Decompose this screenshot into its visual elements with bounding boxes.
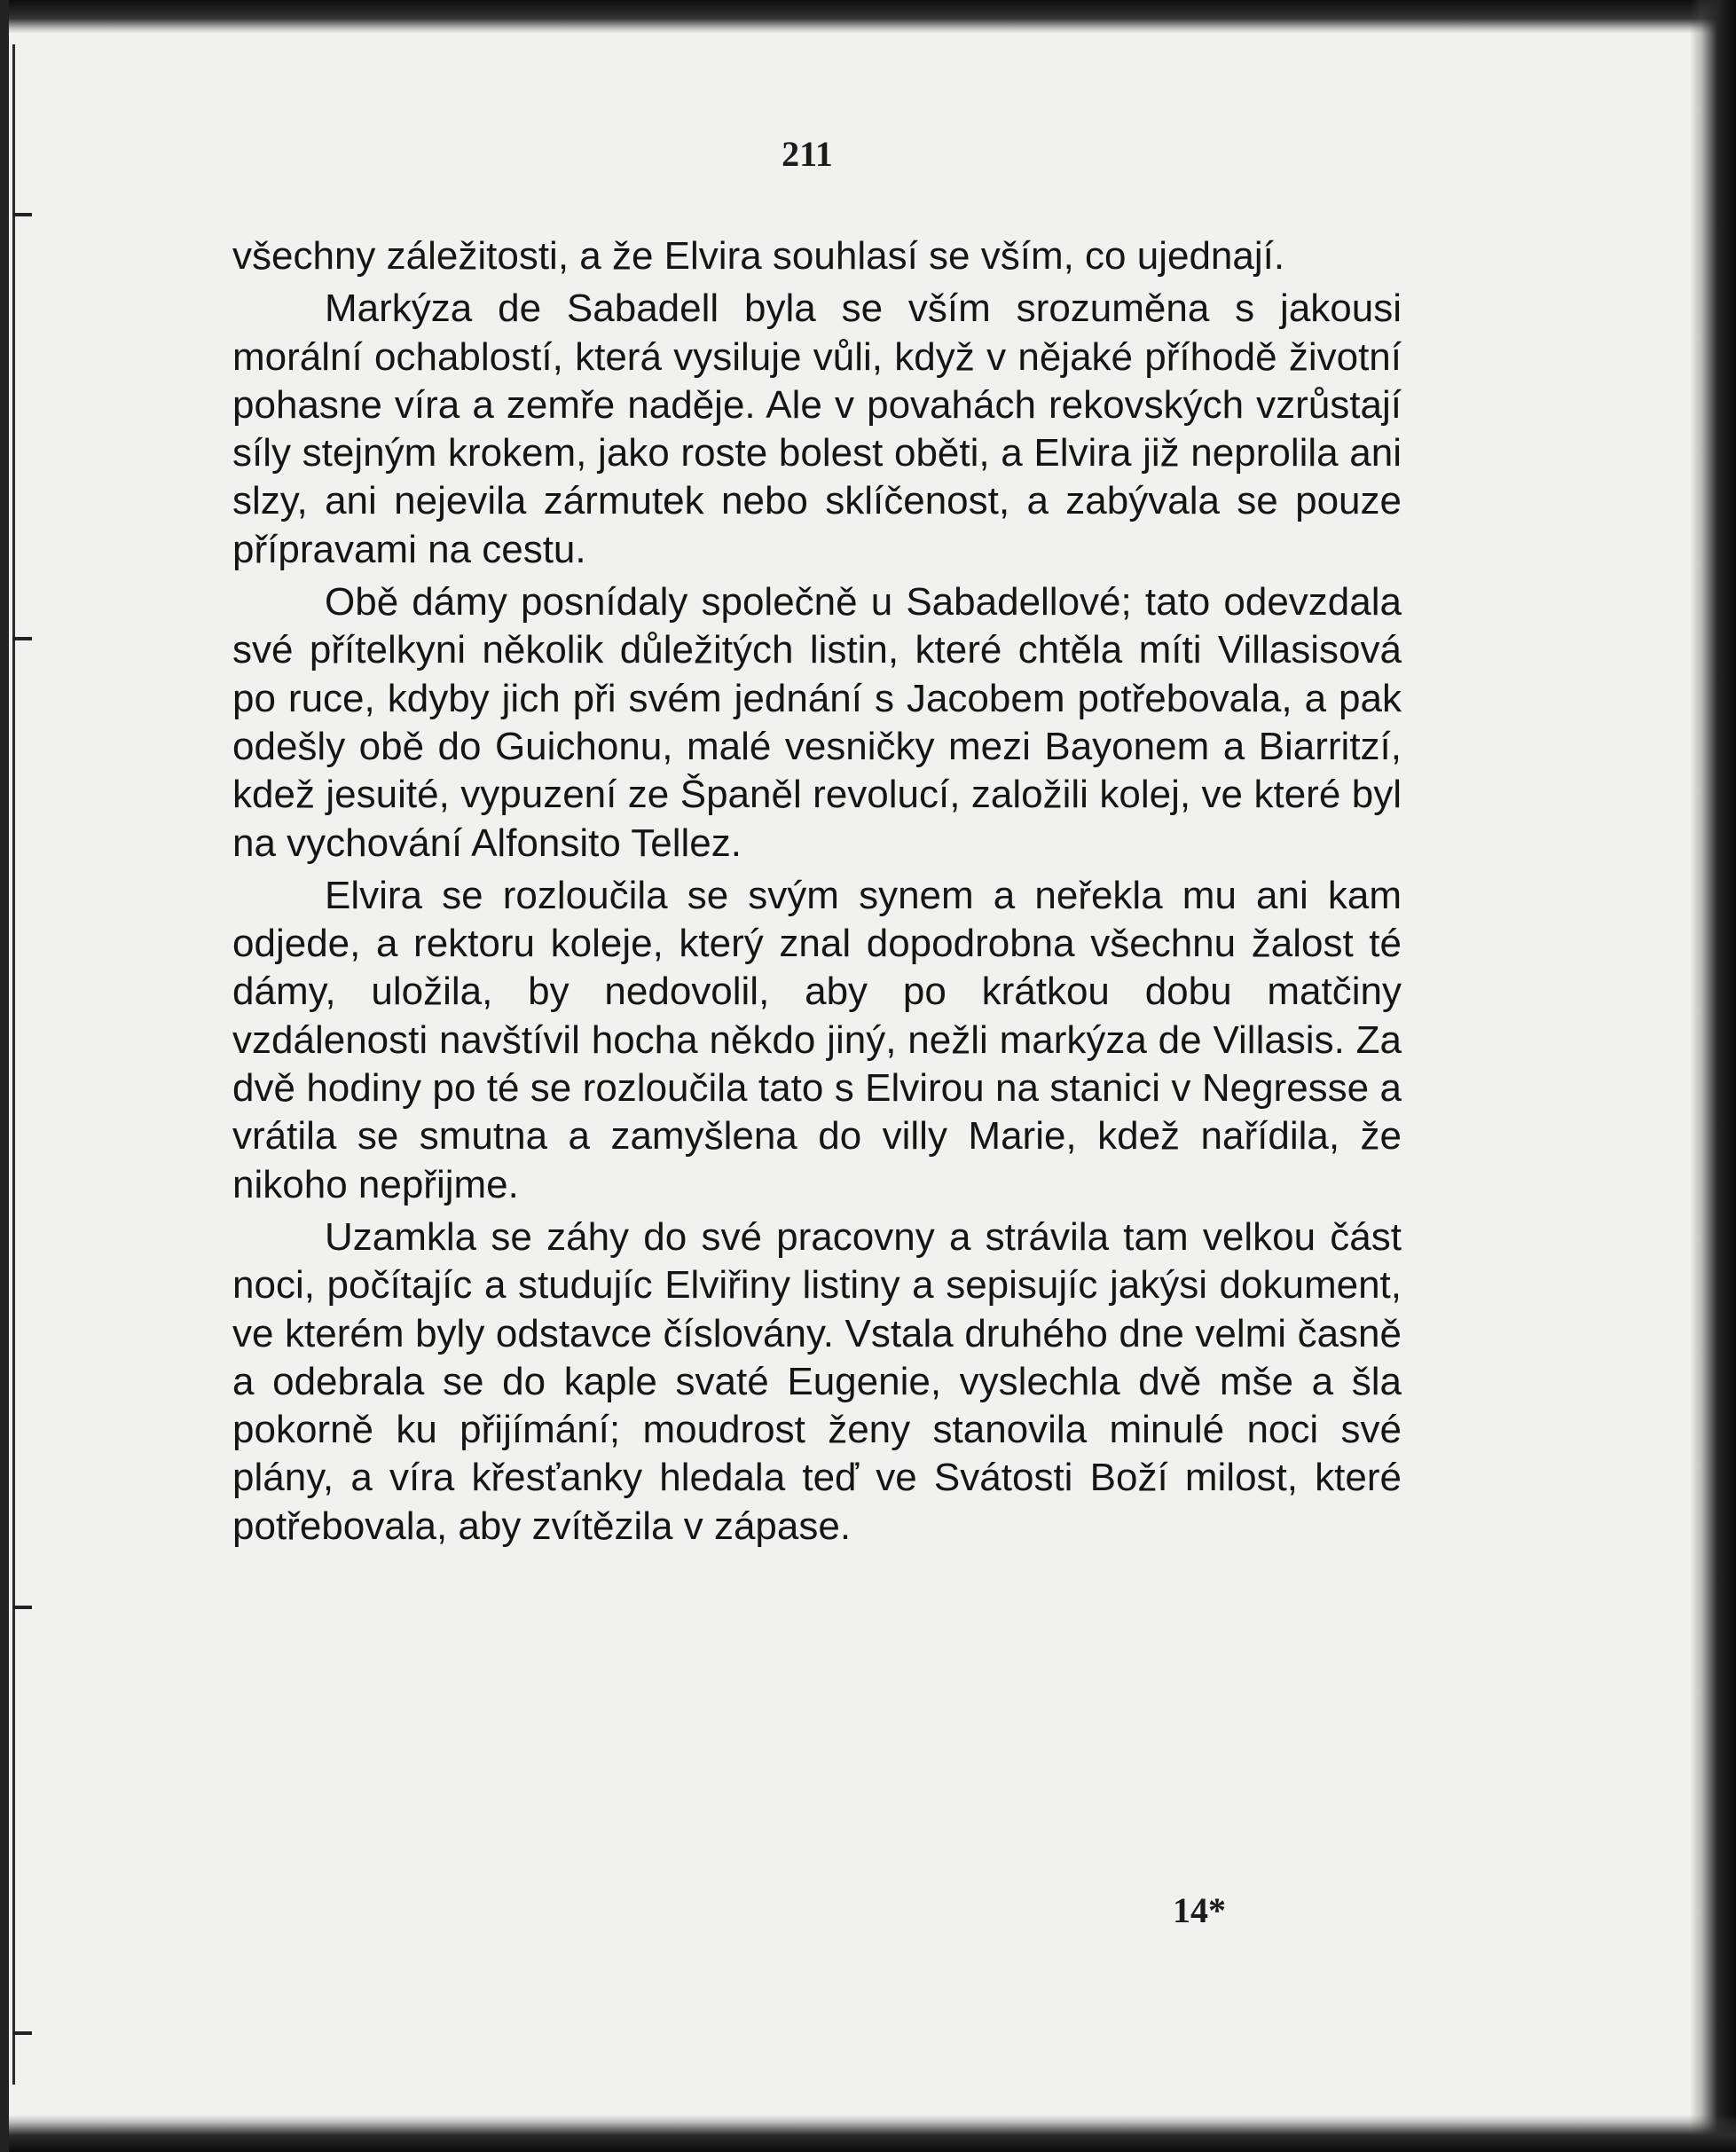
body-text <box>232 232 1402 1555</box>
paragraph: Elvira se rozloučila se svým synem a neřekla mu ani kam odjede, a rektoru koleje, který znal dopodrobna všechnu žalost té dámy, uložila, by nedovolil, aby po krátkou dobu matčiny vzdálenosti navštívil hocha někdo jiný, nežli markýza de Villasis. Za dvě hodiny po té se rozloučila tato s Elvirou na stanici v Negresse a vrátila se smutna a zamyšlena do villy Marie, kdež nařídila, že nikoho nepřijme. <box>232 873 1402 1206</box>
paragraph: Uzamkla se záhy do své pracovny a strávila tam velkou část noci, počítajíc a studujíc Elviřiny listiny a sepisujíc jakýsi dokument, ve kterém byly odstavce číslovány. Vstala druhého dne velmi časně a odebrala se do kaple svaté Eugenie, vyslechla dvě mše a šla pokorně ku přijímání; moudrost ženy stanovila minulé noci své plány, a víra křesťanky hledala teď ve Svátosti Boží milost, které potřebovala, aby zvítězila v zápase. <box>232 1214 1402 1548</box>
binding-tick-mark <box>12 2031 32 2035</box>
scan-border-bottom <box>0 2115 1736 2152</box>
binding-tick-mark <box>12 213 32 216</box>
paragraph: Obě dámy posnídaly společně u Sabadellové; tato odevzdala své přítelkyni několik důležitých listin, které chtěla míti Villasisová po ruce, kdyby jich při svém jednání s Jacobem potřebovala, a pak odešly obě do Guichonu, malé vesničky mezi Bayonem a Biarritzí, kdež jesuité, vypuzení ze Španěl revolucí, založili kolej, ve které byl na vychování Alfonsito Tellez. <box>232 580 1402 865</box>
page-number: 211 <box>782 134 833 174</box>
scan-border-right <box>1690 0 1736 2152</box>
signature-mark: 14* <box>1173 1890 1226 1930</box>
binding-tick-mark <box>12 1606 32 1609</box>
binding-edge-line <box>12 44 15 2085</box>
paragraph: Markýza de Sabadell byla se vším srozuměna s jakousi morální ochablostí, která vysiluje vůli, když v nějaké příhodě životní pohasne víra a zemře naděje. Ale v povahách rekovských vzrůstají síly stejným krokem, jako roste bolest oběti, a Elvira již neprolila ani slzy, ani nejevila zármutek nebo sklíčenost, a zabývala se pouze přípravami na cestu. <box>232 287 1402 571</box>
scan-border-left <box>0 0 9 2152</box>
binding-tick-mark <box>12 637 32 640</box>
scan-border-top <box>0 0 1736 34</box>
paragraph: všechny záležitosti, a že Elvira souhlasí se vším, co ujednají. <box>232 234 1285 278</box>
